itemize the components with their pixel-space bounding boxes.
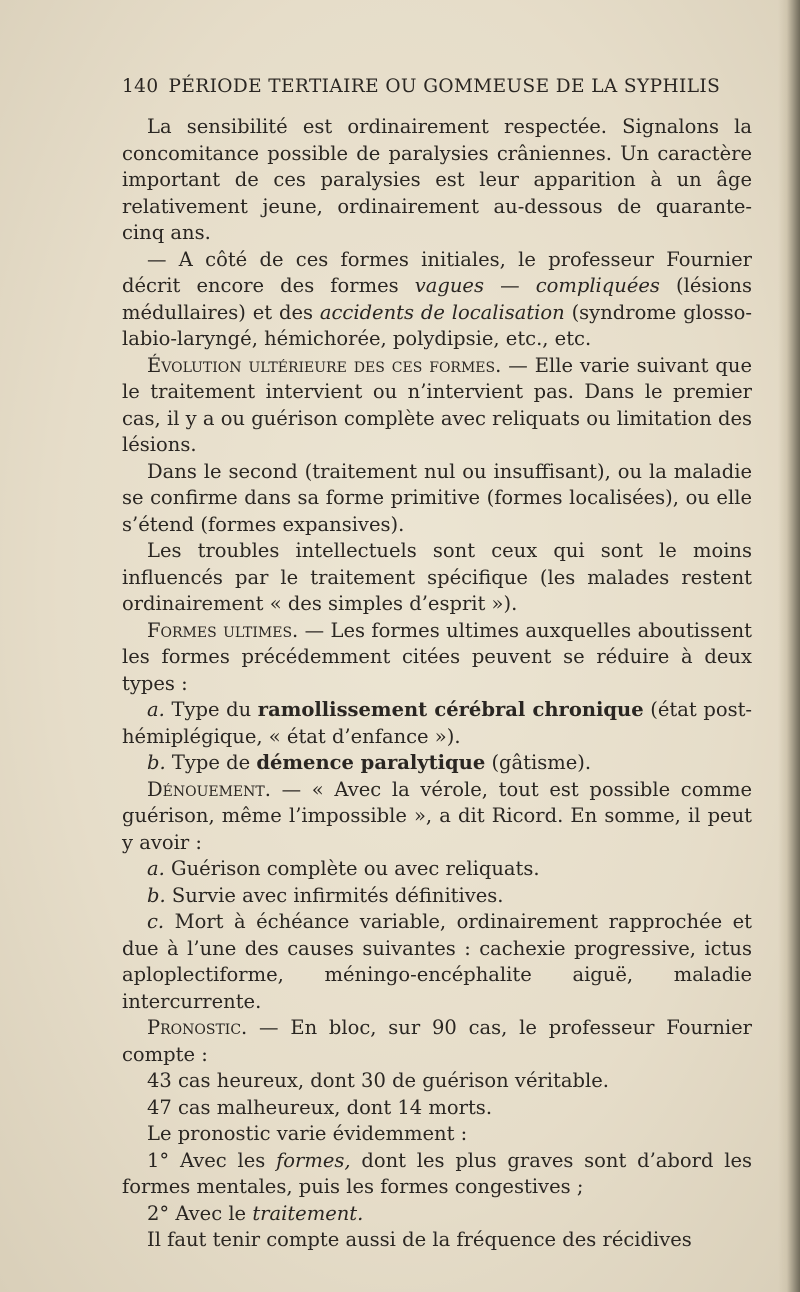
italic-term: accidents de localisation	[319, 300, 565, 324]
section-heading: Formes ultimes.	[147, 618, 299, 642]
text-run: Guérison complète ou avec reliquats.	[164, 857, 540, 880]
paragraph	[122, 618, 752, 698]
paragraph	[122, 1015, 752, 1068]
list-marker: b.	[147, 883, 166, 907]
bold-term: démence paralytique	[256, 751, 486, 774]
paragraph: 47 cas malheureux, dont 14 morts.	[147, 1095, 493, 1119]
paragraph: 43 cas heureux, dont 30 de guérison véritable.	[147, 1069, 609, 1092]
bold-term: ramollissement cérébral chronique	[257, 698, 644, 721]
text-run: —	[483, 274, 536, 297]
text-run: (gâtisme).	[485, 751, 592, 774]
list-item	[122, 750, 752, 777]
text-run: — A côté de ces formes initiales, le professeur Fournier décrit encore des formes	[122, 247, 752, 297]
text-run: Mort à échéance variable, ordinairement rapprochée et due à l’une des causes suivantes : cachexie progressive, ictus aploplectiforme, méningo-encéphalite aiguë, maladie intercurrente.	[122, 910, 752, 1013]
text-run: — « Avec la vérole, tout est possible comme guérison, même l’impossible », a dit Ricord. En somme, il peut y avoir :	[122, 777, 752, 854]
section-heading: Dénouement.	[147, 777, 271, 801]
section-heading: Évolution ultérieure des ces formes.	[147, 353, 502, 377]
text-run: Survie avec infirmités définitives.	[165, 883, 504, 907]
text-run: 1° Avec les	[147, 1148, 277, 1172]
list-marker: b.	[147, 751, 166, 774]
text-run: Type du	[164, 698, 258, 721]
text-run: (syndrome glosso-labio-laryngé, hémichorée, polydipsie, etc., etc.	[122, 300, 752, 350]
list-item	[122, 1148, 752, 1201]
text-run: Type de	[165, 751, 257, 774]
paragraph: Il faut tenir compte aussi de la fréquence des récidives	[147, 1228, 692, 1251]
paragraph: Dans le second (traitement nul ou insuffisant), ou la maladie se confirme dans sa forme primitive (formes localisées), ou elle s’étend (formes expansives).	[122, 459, 752, 536]
text-run: dont les plus graves sont d’abord les formes mentales, puis les formes congestives ;	[122, 1148, 752, 1198]
section-heading: Pronostic.	[147, 1016, 248, 1039]
paragraph	[122, 353, 752, 459]
text-run: — Les formes ultimes auxquelles aboutissent les formes précédemment citées peuvent se réduire à deux types :	[122, 618, 752, 695]
page-edge-shadow	[778, 0, 800, 1292]
italic-term: traitement.	[252, 1201, 364, 1225]
list-item	[122, 1201, 752, 1228]
list-marker: a.	[147, 857, 165, 880]
paragraph: Les troubles intellectuels sont ceux qui sont le moins influencés par le traitement spécifique (les malades restent ordinairement « des simples d’esprit »).	[122, 539, 752, 615]
page-number: 140	[122, 76, 159, 97]
text-run: (lésions médullaires) et des	[122, 274, 752, 324]
text-run: — En bloc, sur 90 cas, le professeur Fournier compte :	[122, 1016, 752, 1066]
text-run: — Elle varie suivant que le traitement intervient ou n’intervient pas. Dans le premier cas, il y a ou guérison complète avec reliquats ou limitation des lésions.	[122, 353, 753, 456]
paragraph: Le pronostic varie évidemment :	[147, 1122, 468, 1145]
paragraph	[122, 777, 752, 857]
italic-term: formes,	[276, 1148, 351, 1172]
list-marker: a.	[147, 698, 165, 721]
italic-term: compliquées	[535, 274, 660, 297]
body-text	[122, 114, 752, 1254]
italic-term: vagues	[414, 274, 484, 297]
text-run: (état post-hémiplégique, « état d’enfance »).	[122, 698, 752, 748]
paragraph: La sensibilité est ordinairement respectée. Signalons la concomitance possible de paralysies crâniennes. Un caractère important de ces paralysies est leur apparition à un âge relativement jeune, ordinairement au-dessous de quarante-cinq ans.	[122, 115, 752, 244]
paragraph	[122, 247, 752, 353]
list-item	[122, 856, 752, 883]
list-item	[122, 883, 752, 910]
list-marker: c.	[147, 910, 165, 933]
text-run: 2° Avec le	[147, 1201, 253, 1225]
running-title: PÉRIODE TERTIAIRE OU GOMMEUSE DE LA SYPHILIS	[168, 76, 721, 97]
list-item	[122, 697, 752, 750]
list-item	[122, 909, 752, 1015]
running-header	[122, 76, 762, 97]
